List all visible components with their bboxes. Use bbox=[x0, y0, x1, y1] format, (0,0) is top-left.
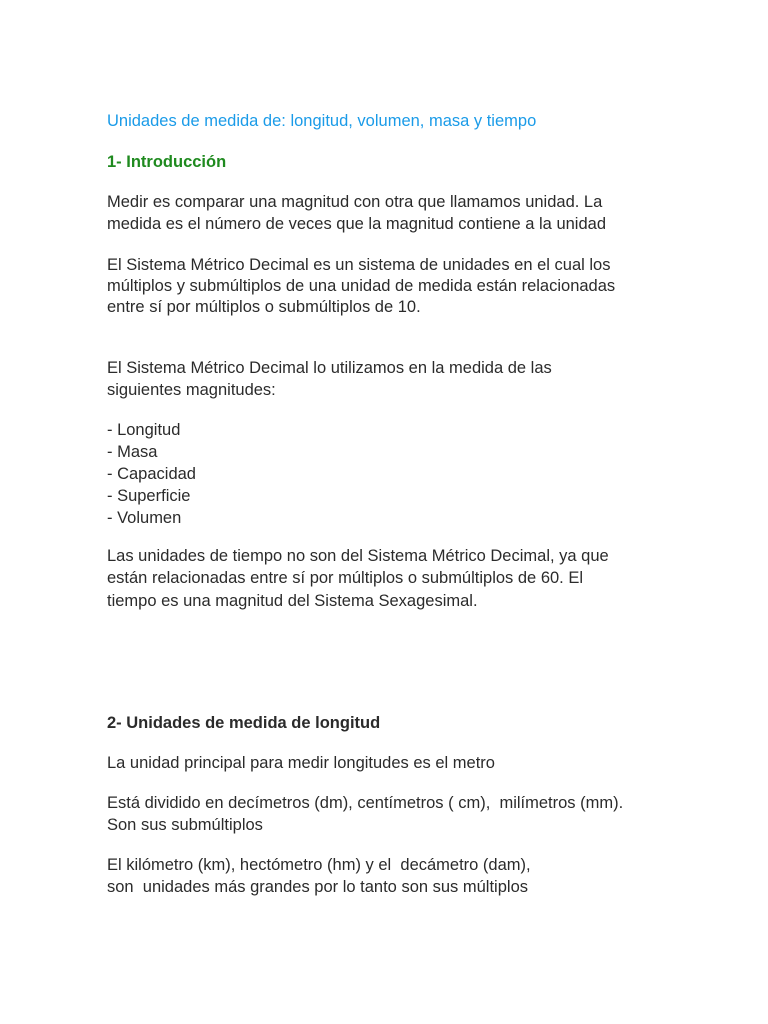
section-1-para-4-line-2: están relacionadas entre sí por múltiplos o submúltiplos de 60. El bbox=[107, 569, 584, 587]
list-item-masa: - Masa bbox=[107, 443, 158, 461]
section-2-heading: 2- Unidades de medida de longitud bbox=[107, 714, 381, 732]
section-1-para-4-line-1: Las unidades de tiempo no son del Sistema Métrico Decimal, ya que bbox=[107, 547, 609, 565]
section-1-para-2-line-2: múltiplos y submúltiplos de una unidad de medida están relacionadas bbox=[107, 277, 616, 295]
section-2-para-2-line-1: Está dividido en decímetros (dm), centímetros ( cm), milímetros (mm). bbox=[107, 794, 624, 812]
list-item-volumen: - Volumen bbox=[107, 509, 182, 527]
section-1-para-1-line-1: Medir es comparar una magnitud con otra que llamamos unidad. La bbox=[107, 193, 603, 211]
section-1-para-1-line-2: medida es el número de veces que la magnitud contiene a la unidad bbox=[107, 215, 606, 233]
list-item-capacidad: - Capacidad bbox=[107, 465, 196, 483]
list-item-superficie: - Superficie bbox=[107, 487, 191, 505]
section-1-heading: 1- Introducción bbox=[107, 153, 227, 171]
section-1-para-2-line-1: El Sistema Métrico Decimal es un sistema de unidades en el cual los bbox=[107, 256, 611, 274]
section-2-para-3-line-2: son unidades más grandes por lo tanto son sus múltiplos bbox=[107, 878, 528, 896]
section-1-para-2-line-3: entre sí por múltiplos o submúltiplos de 10. bbox=[107, 298, 421, 316]
section-2-para-2-line-2: Son sus submúltiplos bbox=[107, 816, 263, 834]
section-1-para-3-line-1: El Sistema Métrico Decimal lo utilizamos en la medida de las bbox=[107, 359, 552, 377]
document-title: Unidades de medida de: longitud, volumen, masa y tiempo bbox=[107, 112, 537, 130]
section-1-para-3-line-2: siguientes magnitudes: bbox=[107, 381, 276, 399]
section-2-para-1-line-1: La unidad principal para medir longitudes es el metro bbox=[107, 754, 495, 772]
section-2-para-3-line-1: El kilómetro (km), hectómetro (hm) y el decámetro (dam), bbox=[107, 856, 531, 874]
section-1-para-4-line-3: tiempo es una magnitud del Sistema Sexagesimal. bbox=[107, 592, 478, 610]
list-item-longitud: - Longitud bbox=[107, 421, 181, 439]
